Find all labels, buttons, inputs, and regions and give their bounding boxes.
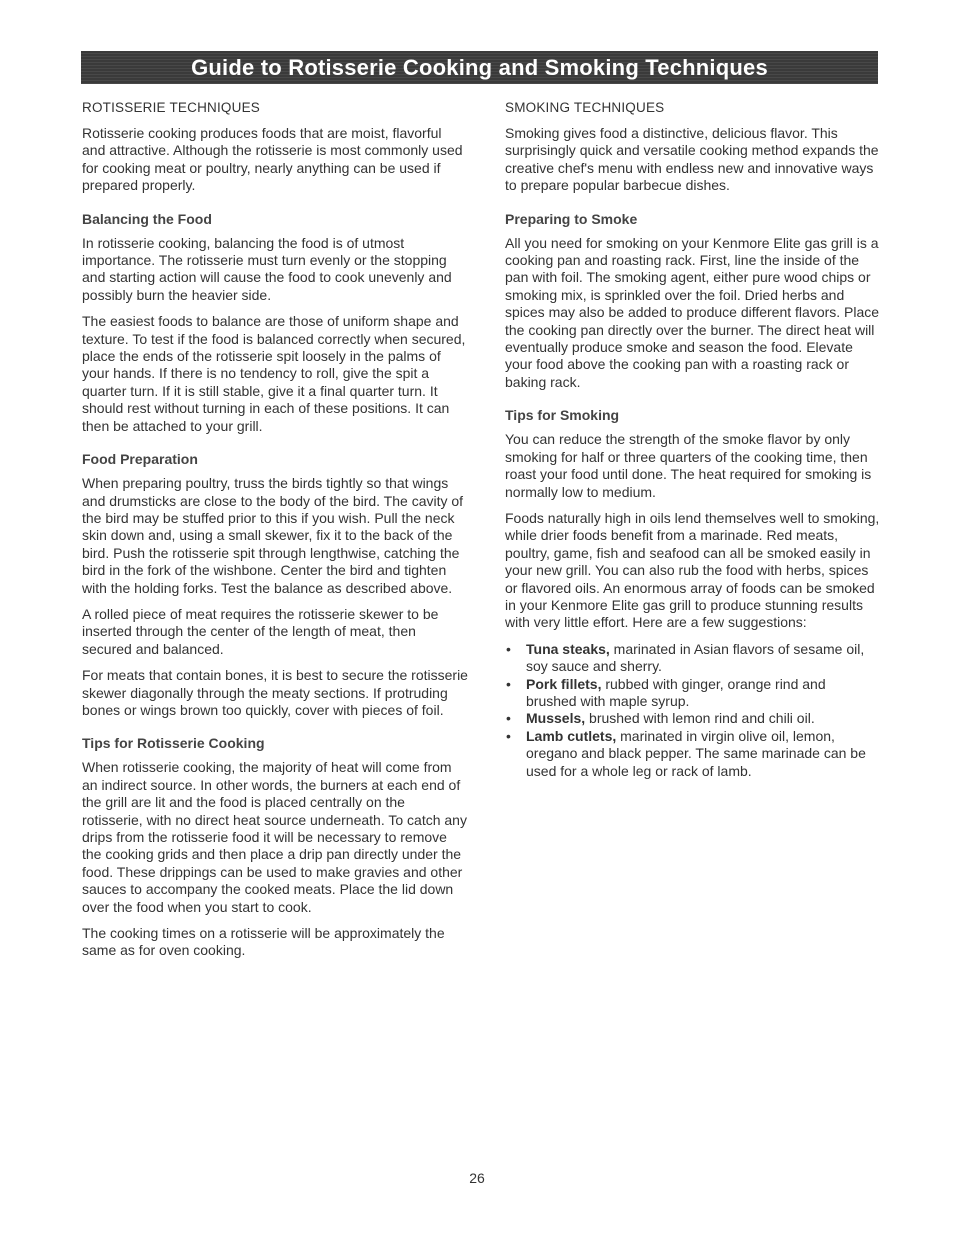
suggestion-text: marinated in virgin olive oil, lemon, oregano and black pepper. The same marinade can be used for a whole leg or rack of lamb.: [526, 727, 866, 779]
suggestion-text: brushed with lemon rind and chili oil.: [585, 710, 815, 727]
suggestion-text: rubbed with ginger, orange rind and brushed with maple syrup.: [526, 675, 826, 709]
bullet-icon: •: [506, 727, 511, 744]
suggestions-list: [505, 641, 880, 780]
bullet-icon: •: [506, 710, 511, 727]
suggestion-name: Lamb cutlets,: [526, 727, 617, 744]
page-title: Guide to Rotisserie Cooking and Smoking Techniques: [191, 54, 768, 80]
food-prep-paragraph-3: For meats that contain bones, it is best to secure the rotisserie skewer diagonally through the meaty sections. If protruding bones or wings brown too quickly, cover with pieces of foil.: [82, 667, 468, 718]
balancing-heading: Balancing the Food: [82, 210, 212, 227]
balancing-paragraph-2: The easiest foods to balance are those of uniform shape and texture. To test if the food is balanced correctly when secured, place the ends of the rotisserie spit loosely in the palms of your hands. If there is no tendency to roll, give the spit a quarter turn. If it is still stable, give it a final quarter turn. It should rest without turning in each of these positions. It can then be attached to your grill.: [82, 313, 466, 434]
rotisserie-tips-paragraph-2: The cooking times on a rotisserie will be approximately the same as for oven cooking.: [82, 925, 445, 959]
list-item: [505, 728, 880, 780]
list-item: [505, 676, 880, 711]
smoking-heading: SMOKING TECHNIQUES: [505, 100, 665, 115]
rotisserie-tips-heading: Tips for Rotisserie Cooking: [82, 735, 265, 752]
rotisserie-tips-paragraph-1: When rotisserie cooking, the majority of heat will come from an indirect source. In other words, the burners at each end of the grill are lit and the food is placed centrally on the rotisserie, with no direct heat source underneath. To catch any drips from the rotisserie food it will be necessary to remove the cooking grids and then place a drip pan directly under the food. These drippings can be used to make gravies and other sauces to accompany the cooked meats. Place the lid down over the food when you start to cook.: [82, 759, 467, 915]
rotisserie-column: [82, 100, 468, 969]
section-banner: [81, 51, 878, 84]
food-prep-heading: Food Preparation: [82, 451, 198, 468]
food-prep-paragraph-2: A rolled piece of meat requires the rotisserie skewer to be inserted through the center of the length of meat, then secured and balanced.: [82, 605, 439, 657]
suggestion-name: Tuna steaks,: [526, 640, 610, 657]
bullet-icon: •: [506, 640, 511, 657]
page-number: 26: [469, 1170, 485, 1186]
suggestion-name: Pork fillets,: [526, 675, 602, 692]
suggestion-text: marinated in Asian flavors of sesame oil, soy sauce and sherry.: [526, 640, 865, 675]
preparing-heading: Preparing to Smoke: [505, 210, 638, 227]
rotisserie-intro: Rotisserie cooking produces foods that are moist, flavorful and attractive. Although the rotisserie is most commonly used for cooking meat or poultry, nearly anything can be used if prepared properly.: [82, 125, 463, 194]
rotisserie-heading: ROTISSERIE TECHNIQUES: [82, 100, 260, 115]
smoking-tips-heading: Tips for Smoking: [505, 407, 620, 424]
smoking-tips-paragraph-1: You can reduce the strength of the smoke flavor by only smoking for half or three quarters of the cooking time, then roast your food until done. The heat required for smoking is normally low to medium.: [505, 431, 872, 500]
bullet-icon: •: [506, 675, 511, 692]
smoking-tips-paragraph-2: Foods naturally high in oils lend themselves well to smoking, while drier foods benefit from a marinade. Red meats, poultry, game, fish and seafood can all be smoked easily in your new grill. You can also rub the food with herbs, spices or flavored oils. An enormous array of foods can be smoked in your Kenmore Elite gas grill to produce stunning results with very little effort. Here are a few suggestions:: [505, 509, 880, 631]
smoking-column: [505, 100, 880, 780]
list-item: [505, 641, 880, 676]
food-prep-paragraph-1: When preparing poultry, truss the birds tightly so that wings and drumsticks are close to the body of the bird. The cavity of the bird may be stuffed prior to this if you wish. Pull the neck skin down and, using a small skewer, fix it to the back of the bird. Push the rotisserie spit through lengthwise, catching the bird in the fork of the wishbone. Center the bird and tighten with the holding forks. Test the balance as described above.: [82, 475, 464, 596]
list-item: [505, 710, 880, 727]
smoking-intro: Smoking gives food a distinctive, delicious flavor. This surprisingly quick and versatile cooking method expands the creative chef's menu with endless new and innovative ways to prepare popular barbecue dishes.: [505, 125, 879, 194]
preparing-paragraph-1: All you need for smoking on your Kenmore Elite gas grill is a cooking pan and roasting rack. First, line the inside of the pan with foil. The smoking agent, either pure wood chips or smoking mix, is sprinkled over the foil. Dried herbs and spices may also be added to produce different flavors. Place the cooking pan directly over the burner. The direct heat will eventually produce smoke and season the food. Elevate your food above the cooking pan with a roasting rack or baking rack.: [505, 234, 880, 390]
balancing-paragraph-1: In rotisserie cooking, balancing the food is of utmost importance. The rotisserie must turn evenly or the stopping and starting action will cause the food to cook unevenly and possibly burn the heavier side.: [82, 234, 452, 303]
suggestion-name: Mussels,: [526, 710, 586, 727]
